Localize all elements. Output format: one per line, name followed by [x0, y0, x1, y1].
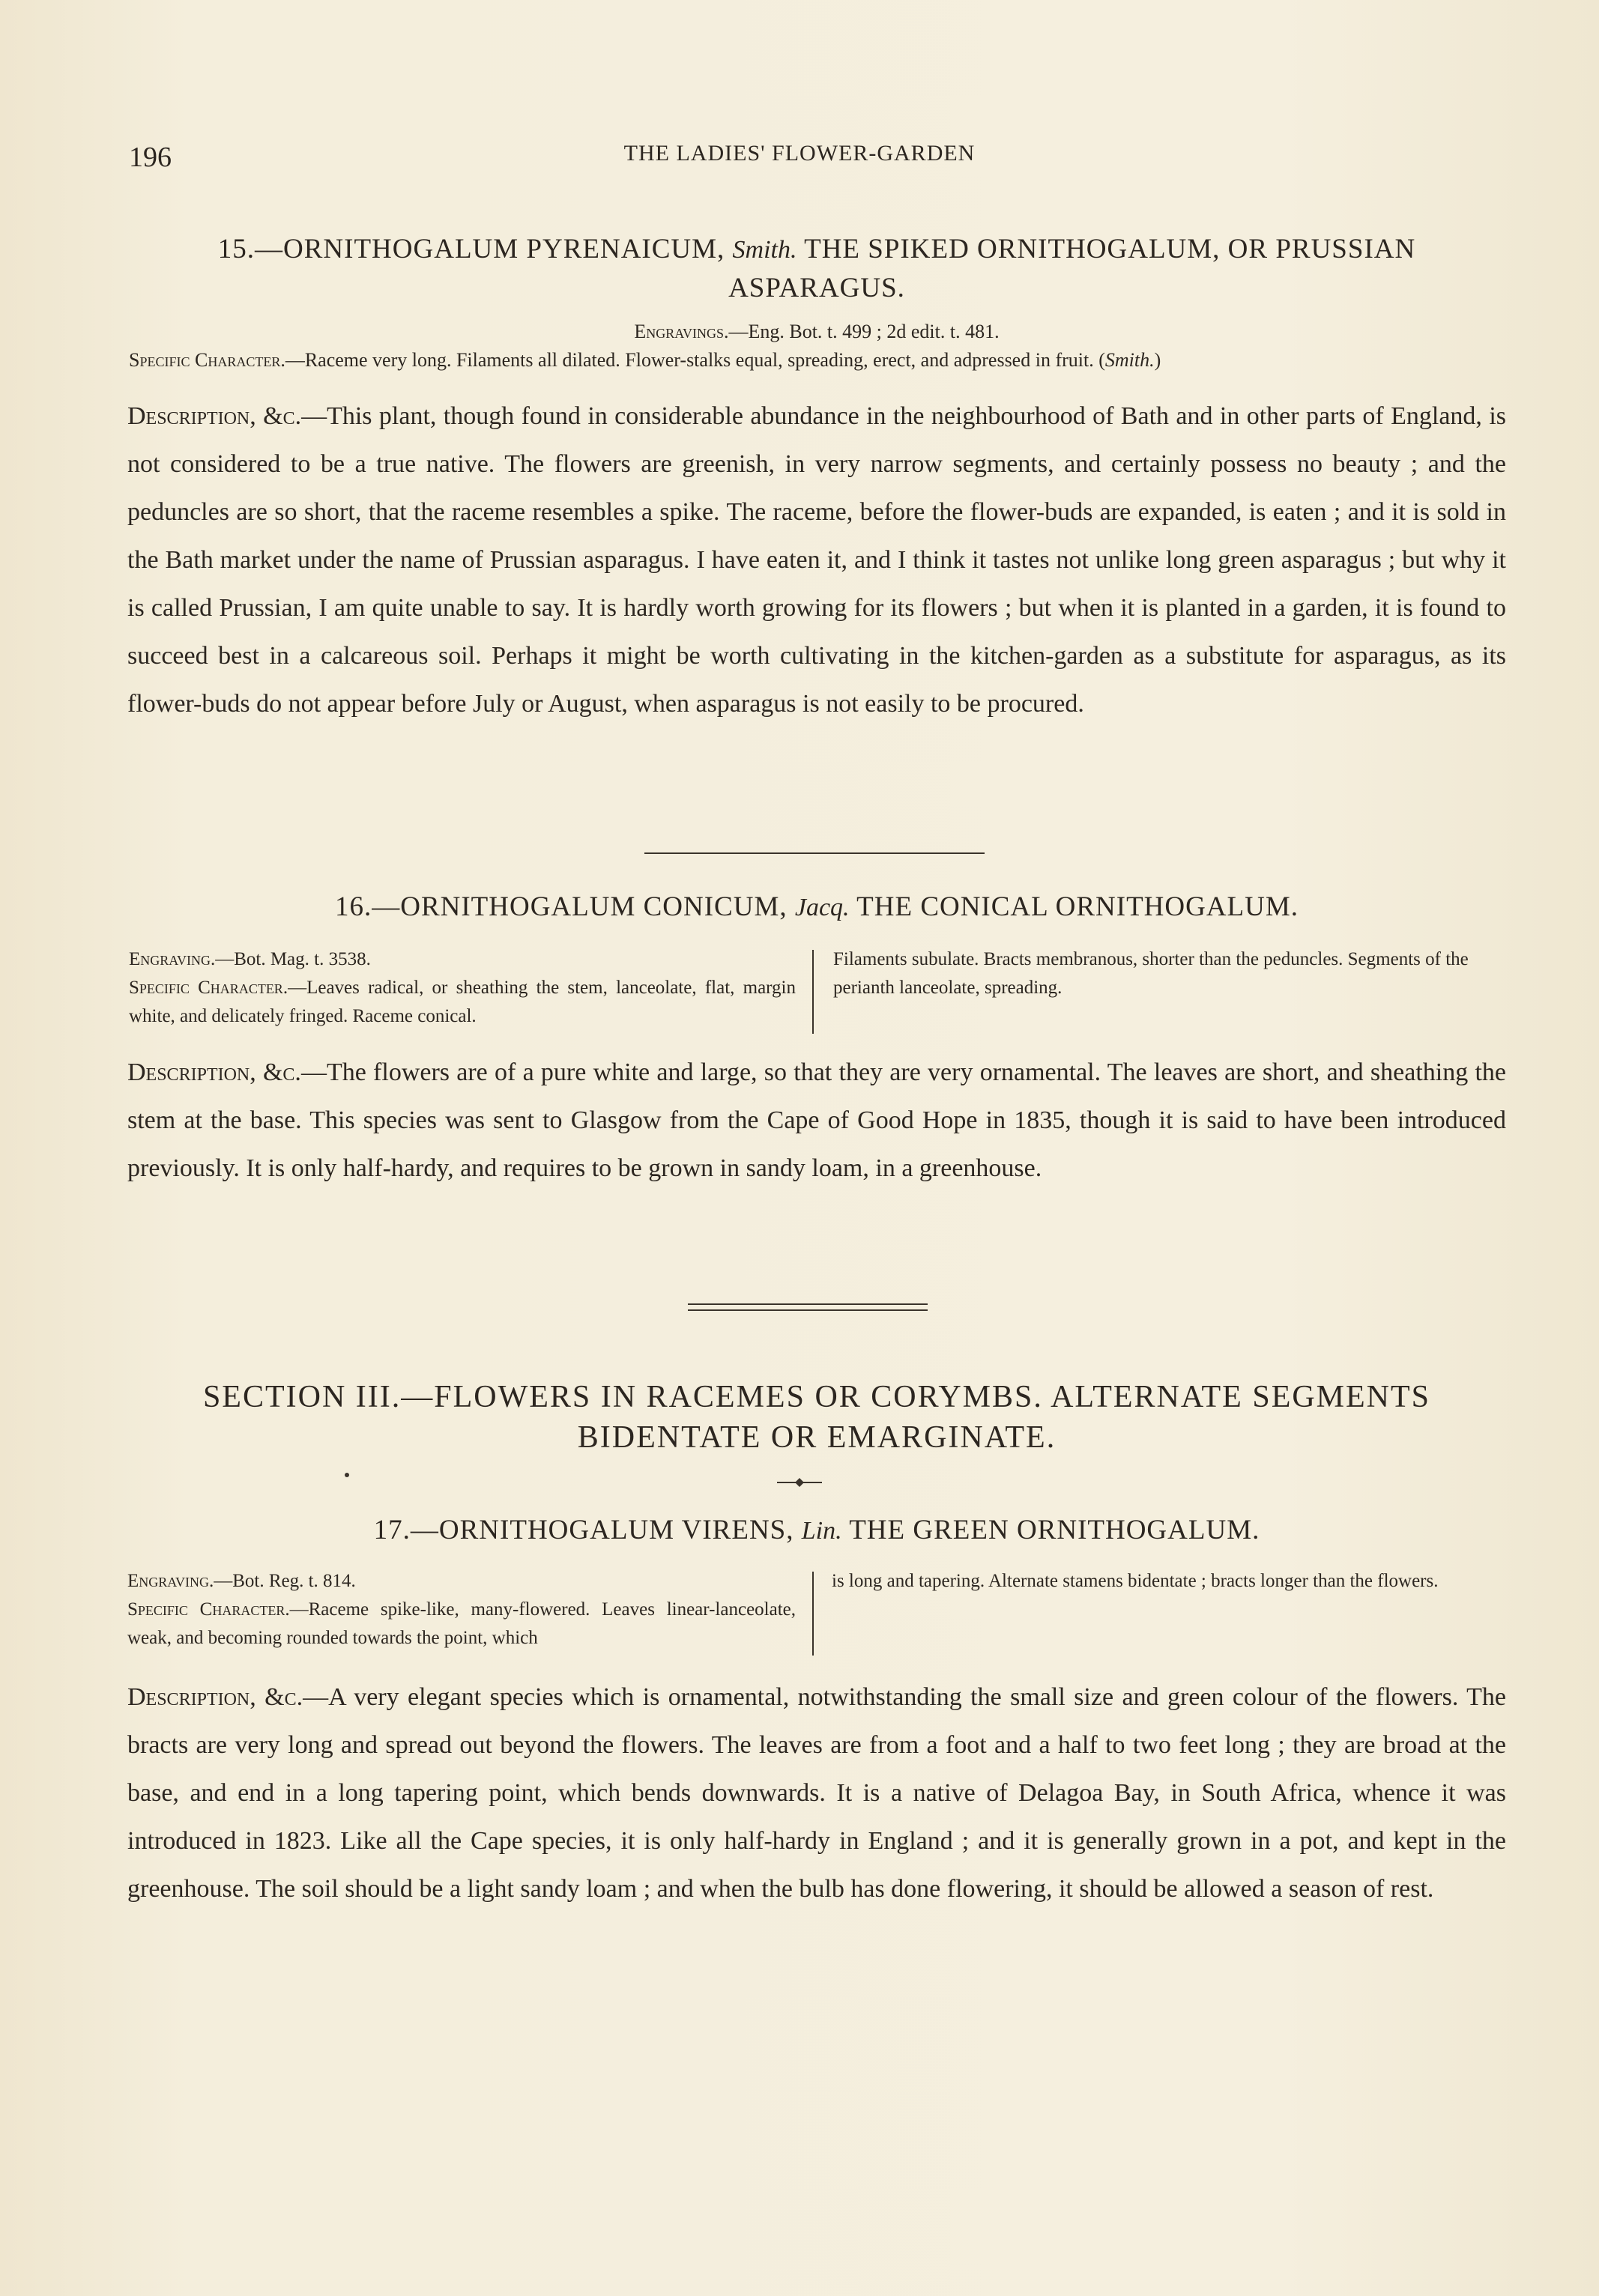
species-17-engraving [127, 1567, 796, 1596]
character-end: ) [1154, 349, 1161, 371]
description-label: Description, &c. [127, 1683, 303, 1711]
species-16-engraving [129, 945, 796, 974]
species-15-description [127, 393, 1506, 728]
divider-rule [644, 852, 985, 854]
engraving-text: —Bot. Mag. t. 3538. [215, 949, 371, 969]
species-15-common-name: THE SPIKED ORNITHOGALUM, OR PRUSSIAN [804, 234, 1416, 264]
species-16-right-column: Filaments subulate. Bracts membranous, shorter than the peduncles. Segments of the perianth lanceolate, spreading. [833, 949, 1469, 998]
species-16-character [129, 974, 796, 1031]
description-label: Description, &c. [127, 1058, 301, 1086]
page-number: 196 [129, 142, 172, 173]
species-15-title [127, 231, 1506, 269]
double-rule-bottom [688, 1309, 928, 1311]
species-15-title-line2: ASPARAGUS. [728, 273, 905, 303]
engravings-text: —Eng. Bot. t. 499 ; 2d edit. t. 481. [728, 321, 1000, 342]
running-head: THE LADIES' FLOWER-GARDEN [623, 141, 976, 166]
species-15-authority: Smith. [732, 236, 797, 264]
column-divider [812, 950, 814, 1034]
species-15-engravings [112, 318, 1521, 346]
description-text: —A very elegant species which is ornamental, notwithstanding the small size and green colour of the flowers. The bracts are very long and spread out beyond the flowers. The leaves are from a foot and a half to two feet long ; they are broad at the base, and end in a long tapering point, which bends downwards. It is a native of Delagoa Bay, in South Africa, whence it was introduced in 1823. Like all the Cape species, it is only half-hardy in England ; and it is generally grown in a pot, and kept in the greenhouse. The soil should be a light sandy loam ; and when the bulb has done flowering, it should be allowed a season of rest. [127, 1683, 1506, 1903]
printer-dot-mark [345, 1473, 349, 1477]
character-text: —Raceme very long. Filaments all dilated. Flower-stalks equal, spreading, erect, and adpressed in fruit. ( [285, 349, 1105, 371]
species-17-character [127, 1596, 796, 1653]
species-16-title [127, 888, 1506, 927]
species-17-left-column [127, 1567, 796, 1653]
species-15-name: 15.—ORNITHOGALUM PYRENAICUM, [217, 234, 725, 264]
character-text: —Leaves radical, or sheathing the stem, lanceolate, flat, margin white, and delicately fringed. Raceme conical. [129, 978, 796, 1026]
engraving-text: —Bot. Reg. t. 814. [214, 1571, 356, 1591]
species-17-title [127, 1512, 1506, 1550]
species-15-character [129, 346, 1508, 375]
character-text: —Raceme spike-like, many-flowered. Leaves linear-lanceolate, weak, and becoming rounded towards the point, which [127, 1599, 796, 1648]
diamond-ornament-icon [777, 1477, 822, 1488]
species-16-name: 16.—ORNITHOGALUM CONICUM, [334, 891, 788, 922]
engraving-label: Engraving. [127, 1571, 214, 1591]
engraving-label: Engraving. [129, 949, 216, 969]
species-17-right-column: is long and tapering. Alternate stamens bidentate ; bracts longer than the flowers. [832, 1571, 1439, 1591]
character-label: Specific Character. [127, 1599, 290, 1620]
species-16-description [127, 1049, 1506, 1193]
description-text: —The flowers are of a pure white and large, so that they are very ornamental. The leaves are short, and sheathing the stem at the base. This species was sent to Glasgow from the Cape of Good Hope in 1835, though it is said to have been introduced previously. It is only half-hardy, and requires to be grown in sandy loam, in a greenhouse. [127, 1058, 1506, 1182]
species-16-left-column [129, 945, 796, 1031]
section-heading-line2: BIDENTATE OR EMARGINATE. [577, 1420, 1057, 1455]
species-17-description [127, 1673, 1506, 1913]
column-divider [812, 1572, 814, 1656]
character-label: Specific Character. [129, 349, 285, 371]
species-17-name: 17.—ORNITHOGALUM VIRENS, [373, 1515, 794, 1545]
description-label: Description, &c. [127, 402, 302, 430]
description-text: —This plant, though found in considerable abundance in the neighbourhood of Bath and in other parts of England, is not considered to be a true native. The flowers are greenish, in very narrow segments, and certainly possess no beauty ; and the peduncles are so short, that the raceme resembles a spike. The raceme, before the flower-buds are expanded, is eaten ; and it is sold in the Bath market under the name of Prussian asparagus. I have eaten it, and I think it tastes not unlike long green asparagus ; but why it is called Prussian, I am quite unable to say. It is hardly worth growing for its flowers ; but when it is planted in a garden, it is found to succeed best in a calcareous soil. Perhaps it might be worth cultivating in the kitchen-garden as a substitute for asparagus, as its flower-buds do not appear before July or August, when asparagus is not easily to be procured. [127, 402, 1506, 718]
double-rule-top [688, 1303, 928, 1305]
species-16-authority: Jacq. [794, 894, 850, 921]
species-16-common-name: THE CONICAL ORNITHOGALUM. [856, 891, 1299, 922]
engravings-label: Engravings. [634, 321, 729, 342]
character-label: Specific Character. [129, 978, 288, 998]
section-heading: SECTION III.—FLOWERS IN RACEMES OR CORYMBS. ALTERNATE SEGMENTS [202, 1380, 1431, 1414]
character-authority: Smith. [1104, 349, 1155, 371]
species-17-authority: Lin. [801, 1517, 842, 1545]
species-17-common-name: THE GREEN ORNITHOGALUM. [849, 1515, 1260, 1545]
